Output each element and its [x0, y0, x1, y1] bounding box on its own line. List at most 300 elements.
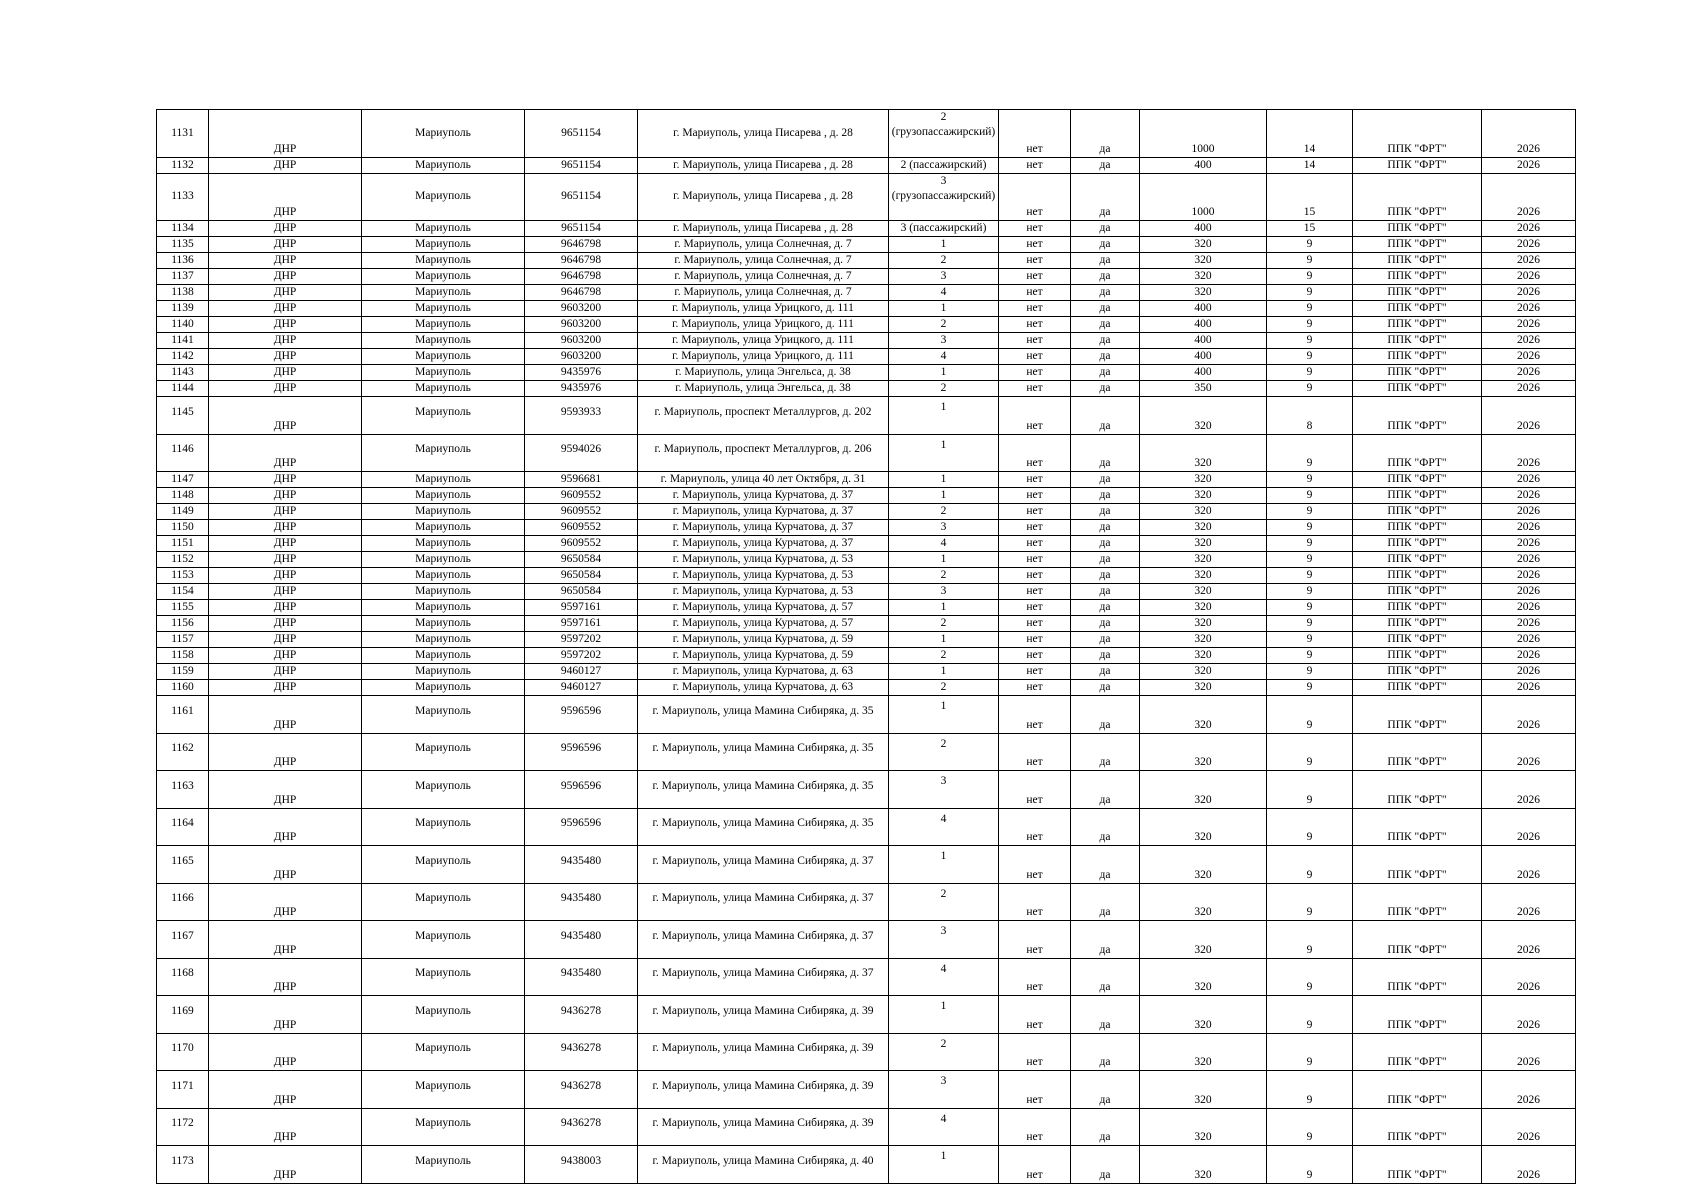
- building-code-cell: 9435480: [525, 846, 638, 884]
- elevator-number-cell: 1: [889, 397, 999, 435]
- table-row: [157, 285, 1576, 301]
- region-cell: ДНР: [209, 584, 362, 600]
- table-row: [157, 568, 1576, 584]
- building-code-cell: 9436278: [525, 1071, 638, 1109]
- building-code-cell: 9435976: [525, 381, 638, 397]
- city-cell: Мариуполь: [362, 1071, 525, 1109]
- city-cell: Мариуполь: [362, 921, 525, 959]
- region-cell: ДНР: [209, 381, 362, 397]
- flag-b-cell: да: [1071, 397, 1140, 435]
- row-number-cell: 1153: [157, 568, 209, 584]
- flag-a-cell: нет: [999, 504, 1071, 520]
- stops-cell: 9: [1267, 520, 1353, 536]
- building-code-cell: 9435480: [525, 958, 638, 996]
- year-cell: 2026: [1482, 600, 1576, 616]
- elevator-number-cell: 3: [889, 333, 999, 349]
- flag-a-cell: нет: [999, 365, 1071, 381]
- address-cell: г. Мариуполь, улица Мамина Сибиряка, д. 37: [638, 921, 889, 959]
- city-cell: Мариуполь: [362, 301, 525, 317]
- stops-cell: 14: [1267, 110, 1353, 158]
- organization-cell: ППК "ФРТ": [1353, 1033, 1482, 1071]
- region-cell: ДНР: [209, 173, 362, 221]
- address-cell: г. Мариуполь, улица Урицкого, д. 111: [638, 333, 889, 349]
- year-cell: 2026: [1482, 110, 1576, 158]
- year-cell: 2026: [1482, 1071, 1576, 1109]
- elevator-number-cell: 1: [889, 434, 999, 472]
- region-cell: ДНР: [209, 536, 362, 552]
- flag-b-cell: да: [1071, 173, 1140, 221]
- stops-cell: 9: [1267, 1033, 1353, 1071]
- building-code-cell: 9646798: [525, 269, 638, 285]
- region-cell: ДНР: [209, 648, 362, 664]
- capacity-cell: 320: [1140, 1146, 1267, 1184]
- flag-b-cell: да: [1071, 648, 1140, 664]
- flag-b-cell: да: [1071, 921, 1140, 959]
- row-number-cell: 1165: [157, 846, 209, 884]
- row-number-cell: 1138: [157, 285, 209, 301]
- flag-a-cell: нет: [999, 1108, 1071, 1146]
- region-cell: ДНР: [209, 921, 362, 959]
- elevator-number-cell: 1: [889, 365, 999, 381]
- capacity-cell: 320: [1140, 237, 1267, 253]
- elevator-number-cell: 2: [889, 568, 999, 584]
- row-number-cell: 1139: [157, 301, 209, 317]
- city-cell: Мариуполь: [362, 680, 525, 696]
- building-code-cell: 9651154: [525, 110, 638, 158]
- table-row: [157, 349, 1576, 365]
- table-row: [157, 434, 1576, 472]
- flag-b-cell: да: [1071, 237, 1140, 253]
- year-cell: 2026: [1482, 397, 1576, 435]
- address-cell: г. Мариуполь, улица Энгельса, д. 38: [638, 365, 889, 381]
- organization-cell: ППК "ФРТ": [1353, 996, 1482, 1034]
- organization-cell: ППК "ФРТ": [1353, 301, 1482, 317]
- row-number-cell: 1142: [157, 349, 209, 365]
- capacity-cell: 320: [1140, 846, 1267, 884]
- table-row: [157, 333, 1576, 349]
- row-number-cell: 1171: [157, 1071, 209, 1109]
- city-cell: Мариуполь: [362, 269, 525, 285]
- flag-a-cell: нет: [999, 253, 1071, 269]
- flag-b-cell: да: [1071, 600, 1140, 616]
- organization-cell: ППК "ФРТ": [1353, 568, 1482, 584]
- capacity-cell: 320: [1140, 1071, 1267, 1109]
- elevator-number-cell: 1: [889, 600, 999, 616]
- organization-cell: ППК "ФРТ": [1353, 921, 1482, 959]
- stops-cell: 9: [1267, 365, 1353, 381]
- address-cell: г. Мариуполь, улица Солнечная, д. 7: [638, 253, 889, 269]
- address-cell: г. Мариуполь, улица Мамина Сибиряка, д. 40: [638, 1146, 889, 1184]
- flag-b-cell: да: [1071, 696, 1140, 734]
- table-row: [157, 110, 1576, 158]
- row-number-cell: 1157: [157, 632, 209, 648]
- stops-cell: 9: [1267, 285, 1353, 301]
- city-cell: Мариуполь: [362, 536, 525, 552]
- building-code-cell: 9609552: [525, 520, 638, 536]
- organization-cell: ППК "ФРТ": [1353, 696, 1482, 734]
- capacity-cell: 320: [1140, 958, 1267, 996]
- flag-b-cell: да: [1071, 958, 1140, 996]
- year-cell: 2026: [1482, 237, 1576, 253]
- capacity-cell: 320: [1140, 504, 1267, 520]
- flag-a-cell: нет: [999, 237, 1071, 253]
- flag-b-cell: да: [1071, 285, 1140, 301]
- organization-cell: ППК "ФРТ": [1353, 648, 1482, 664]
- year-cell: 2026: [1482, 173, 1576, 221]
- elevator-number-cell: 1: [889, 472, 999, 488]
- stops-cell: 9: [1267, 664, 1353, 680]
- building-code-cell: 9646798: [525, 253, 638, 269]
- elevator-number-cell: 2 (грузопассажирский): [889, 110, 999, 158]
- building-code-cell: 9650584: [525, 584, 638, 600]
- year-cell: 2026: [1482, 285, 1576, 301]
- flag-a-cell: нет: [999, 173, 1071, 221]
- organization-cell: ППК "ФРТ": [1353, 269, 1482, 285]
- year-cell: 2026: [1482, 568, 1576, 584]
- year-cell: 2026: [1482, 958, 1576, 996]
- table-row: [157, 552, 1576, 568]
- building-code-cell: 9460127: [525, 664, 638, 680]
- city-cell: Мариуполь: [362, 253, 525, 269]
- table-row: [157, 664, 1576, 680]
- address-cell: г. Мариуполь, улица Курчатова, д. 53: [638, 552, 889, 568]
- address-cell: г. Мариуполь, улица Курчатова, д. 63: [638, 680, 889, 696]
- address-cell: г. Мариуполь, улица Писарева , д. 28: [638, 110, 889, 158]
- capacity-cell: 400: [1140, 333, 1267, 349]
- flag-b-cell: да: [1071, 664, 1140, 680]
- building-code-cell: 9596596: [525, 696, 638, 734]
- stops-cell: 9: [1267, 733, 1353, 771]
- capacity-cell: 320: [1140, 600, 1267, 616]
- flag-b-cell: да: [1071, 301, 1140, 317]
- address-cell: г. Мариуполь, улица Мамина Сибиряка, д. 39: [638, 1108, 889, 1146]
- region-cell: ДНР: [209, 488, 362, 504]
- flag-b-cell: да: [1071, 349, 1140, 365]
- region-cell: ДНР: [209, 958, 362, 996]
- region-cell: ДНР: [209, 472, 362, 488]
- stops-cell: 8: [1267, 397, 1353, 435]
- organization-cell: ППК "ФРТ": [1353, 285, 1482, 301]
- capacity-cell: 320: [1140, 648, 1267, 664]
- flag-b-cell: да: [1071, 733, 1140, 771]
- address-cell: г. Мариуполь, проспект Металлургов, д. 202: [638, 397, 889, 435]
- flag-b-cell: да: [1071, 552, 1140, 568]
- building-code-cell: 9436278: [525, 1108, 638, 1146]
- region-cell: ДНР: [209, 504, 362, 520]
- city-cell: Мариуполь: [362, 397, 525, 435]
- building-code-cell: 9651154: [525, 173, 638, 221]
- row-number-cell: 1156: [157, 616, 209, 632]
- capacity-cell: 320: [1140, 520, 1267, 536]
- region-cell: ДНР: [209, 600, 362, 616]
- city-cell: Мариуполь: [362, 110, 525, 158]
- stops-cell: 9: [1267, 846, 1353, 884]
- table-row: [157, 921, 1576, 959]
- year-cell: 2026: [1482, 771, 1576, 809]
- address-cell: г. Мариуполь, улица Мамина Сибиряка, д. 35: [638, 771, 889, 809]
- organization-cell: ППК "ФРТ": [1353, 771, 1482, 809]
- table-row: [157, 808, 1576, 846]
- table-row: [157, 253, 1576, 269]
- table-row: [157, 237, 1576, 253]
- region-cell: ДНР: [209, 771, 362, 809]
- address-cell: г. Мариуполь, улица Мамина Сибиряка, д. 37: [638, 958, 889, 996]
- table-row: [157, 648, 1576, 664]
- row-number-cell: 1135: [157, 237, 209, 253]
- year-cell: 2026: [1482, 1108, 1576, 1146]
- year-cell: 2026: [1482, 696, 1576, 734]
- year-cell: 2026: [1482, 269, 1576, 285]
- region-cell: ДНР: [209, 269, 362, 285]
- stops-cell: 9: [1267, 958, 1353, 996]
- table-row: [157, 173, 1576, 221]
- flag-a-cell: нет: [999, 696, 1071, 734]
- flag-a-cell: нет: [999, 600, 1071, 616]
- capacity-cell: 320: [1140, 808, 1267, 846]
- table-row: [157, 221, 1576, 237]
- capacity-cell: 320: [1140, 1108, 1267, 1146]
- flag-b-cell: да: [1071, 536, 1140, 552]
- flag-b-cell: да: [1071, 269, 1140, 285]
- table-row: [157, 520, 1576, 536]
- table-row: [157, 958, 1576, 996]
- row-number-cell: 1133: [157, 173, 209, 221]
- row-number-cell: 1172: [157, 1108, 209, 1146]
- table-row: [157, 846, 1576, 884]
- region-cell: ДНР: [209, 1033, 362, 1071]
- capacity-cell: 320: [1140, 568, 1267, 584]
- stops-cell: 15: [1267, 173, 1353, 221]
- year-cell: 2026: [1482, 472, 1576, 488]
- row-number-cell: 1154: [157, 584, 209, 600]
- flag-a-cell: нет: [999, 488, 1071, 504]
- region-cell: ДНР: [209, 664, 362, 680]
- building-code-cell: 9609552: [525, 536, 638, 552]
- organization-cell: ППК "ФРТ": [1353, 733, 1482, 771]
- elevator-number-cell: 2: [889, 680, 999, 696]
- flag-a-cell: нет: [999, 616, 1071, 632]
- organization-cell: ППК "ФРТ": [1353, 1108, 1482, 1146]
- row-number-cell: 1159: [157, 664, 209, 680]
- year-cell: 2026: [1482, 921, 1576, 959]
- capacity-cell: 1000: [1140, 110, 1267, 158]
- address-cell: г. Мариуполь, улица Курчатова, д. 37: [638, 504, 889, 520]
- flag-b-cell: да: [1071, 221, 1140, 237]
- city-cell: Мариуполь: [362, 664, 525, 680]
- city-cell: Мариуполь: [362, 381, 525, 397]
- stops-cell: 9: [1267, 1071, 1353, 1109]
- flag-a-cell: нет: [999, 110, 1071, 158]
- organization-cell: ППК "ФРТ": [1353, 504, 1482, 520]
- building-code-cell: 9435480: [525, 921, 638, 959]
- city-cell: Мариуполь: [362, 568, 525, 584]
- elevator-number-cell: 2: [889, 317, 999, 333]
- flag-b-cell: да: [1071, 157, 1140, 173]
- organization-cell: ППК "ФРТ": [1353, 846, 1482, 884]
- address-cell: г. Мариуполь, улица Мамина Сибиряка, д. 37: [638, 883, 889, 921]
- table-row: [157, 1071, 1576, 1109]
- flag-b-cell: да: [1071, 846, 1140, 884]
- region-cell: ДНР: [209, 157, 362, 173]
- city-cell: Мариуполь: [362, 733, 525, 771]
- stops-cell: 9: [1267, 381, 1353, 397]
- organization-cell: ППК "ФРТ": [1353, 381, 1482, 397]
- address-cell: г. Мариуполь, улица Урицкого, д. 111: [638, 349, 889, 365]
- stops-cell: 9: [1267, 552, 1353, 568]
- region-cell: ДНР: [209, 883, 362, 921]
- region-cell: ДНР: [209, 696, 362, 734]
- elevator-number-cell: 2: [889, 733, 999, 771]
- capacity-cell: 320: [1140, 696, 1267, 734]
- flag-a-cell: нет: [999, 520, 1071, 536]
- flag-b-cell: да: [1071, 1146, 1140, 1184]
- year-cell: 2026: [1482, 333, 1576, 349]
- elevator-number-cell: 1: [889, 846, 999, 884]
- elevator-number-cell: 3: [889, 921, 999, 959]
- stops-cell: 9: [1267, 996, 1353, 1034]
- year-cell: 2026: [1482, 616, 1576, 632]
- flag-b-cell: да: [1071, 632, 1140, 648]
- table-row: [157, 472, 1576, 488]
- stops-cell: 9: [1267, 921, 1353, 959]
- row-number-cell: 1145: [157, 397, 209, 435]
- year-cell: 2026: [1482, 520, 1576, 536]
- capacity-cell: 320: [1140, 921, 1267, 959]
- flag-a-cell: нет: [999, 584, 1071, 600]
- city-cell: Мариуполь: [362, 365, 525, 381]
- flag-a-cell: нет: [999, 664, 1071, 680]
- organization-cell: ППК "ФРТ": [1353, 536, 1482, 552]
- flag-a-cell: нет: [999, 1146, 1071, 1184]
- table-row: [157, 504, 1576, 520]
- organization-cell: ППК "ФРТ": [1353, 632, 1482, 648]
- year-cell: 2026: [1482, 632, 1576, 648]
- flag-a-cell: нет: [999, 1071, 1071, 1109]
- city-cell: Мариуполь: [362, 996, 525, 1034]
- region-cell: ДНР: [209, 434, 362, 472]
- elevator-number-cell: 1: [889, 996, 999, 1034]
- region-cell: ДНР: [209, 397, 362, 435]
- elevator-number-cell: 1: [889, 664, 999, 680]
- city-cell: Мариуполь: [362, 472, 525, 488]
- flag-b-cell: да: [1071, 616, 1140, 632]
- city-cell: Мариуполь: [362, 157, 525, 173]
- capacity-cell: 320: [1140, 632, 1267, 648]
- flag-b-cell: да: [1071, 365, 1140, 381]
- row-number-cell: 1166: [157, 883, 209, 921]
- organization-cell: ППК "ФРТ": [1353, 157, 1482, 173]
- table-row: [157, 1108, 1576, 1146]
- flag-a-cell: нет: [999, 301, 1071, 317]
- region-cell: ДНР: [209, 253, 362, 269]
- table-row: [157, 488, 1576, 504]
- elevator-number-cell: 1: [889, 552, 999, 568]
- region-cell: ДНР: [209, 733, 362, 771]
- organization-cell: ППК "ФРТ": [1353, 333, 1482, 349]
- city-cell: Мариуполь: [362, 173, 525, 221]
- capacity-cell: 350: [1140, 381, 1267, 397]
- capacity-cell: 320: [1140, 434, 1267, 472]
- building-code-cell: 9646798: [525, 237, 638, 253]
- table-row: [157, 680, 1576, 696]
- elevator-number-cell: 4: [889, 536, 999, 552]
- capacity-cell: 400: [1140, 317, 1267, 333]
- city-cell: Мариуполь: [362, 958, 525, 996]
- address-cell: г. Мариуполь, улица Писарева , д. 28: [638, 221, 889, 237]
- year-cell: 2026: [1482, 1146, 1576, 1184]
- registry-table: [156, 109, 1576, 1184]
- stops-cell: 9: [1267, 680, 1353, 696]
- address-cell: г. Мариуполь, улица Мамина Сибиряка, д. 39: [638, 1071, 889, 1109]
- row-number-cell: 1155: [157, 600, 209, 616]
- year-cell: 2026: [1482, 504, 1576, 520]
- table-row: [157, 397, 1576, 435]
- organization-cell: ППК "ФРТ": [1353, 365, 1482, 381]
- flag-a-cell: нет: [999, 472, 1071, 488]
- city-cell: Мариуполь: [362, 520, 525, 536]
- row-number-cell: 1140: [157, 317, 209, 333]
- address-cell: г. Мариуполь, улица Курчатова, д. 57: [638, 600, 889, 616]
- flag-a-cell: нет: [999, 536, 1071, 552]
- flag-a-cell: нет: [999, 632, 1071, 648]
- elevator-number-cell: 4: [889, 349, 999, 365]
- row-number-cell: 1149: [157, 504, 209, 520]
- building-code-cell: 9603200: [525, 349, 638, 365]
- table-row: [157, 381, 1576, 397]
- row-number-cell: 1137: [157, 269, 209, 285]
- elevator-number-cell: 4: [889, 285, 999, 301]
- capacity-cell: 320: [1140, 536, 1267, 552]
- building-code-cell: 9596596: [525, 808, 638, 846]
- row-number-cell: 1164: [157, 808, 209, 846]
- elevator-number-cell: 2: [889, 381, 999, 397]
- address-cell: г. Мариуполь, улица Мамина Сибиряка, д. 35: [638, 696, 889, 734]
- building-code-cell: 9650584: [525, 568, 638, 584]
- row-number-cell: 1169: [157, 996, 209, 1034]
- capacity-cell: 320: [1140, 552, 1267, 568]
- organization-cell: ППК "ФРТ": [1353, 600, 1482, 616]
- elevator-number-cell: 3: [889, 269, 999, 285]
- organization-cell: ППК "ФРТ": [1353, 808, 1482, 846]
- organization-cell: ППК "ФРТ": [1353, 552, 1482, 568]
- row-number-cell: 1170: [157, 1033, 209, 1071]
- region-cell: ДНР: [209, 317, 362, 333]
- capacity-cell: 320: [1140, 733, 1267, 771]
- table-row: [157, 1033, 1576, 1071]
- stops-cell: 9: [1267, 434, 1353, 472]
- row-number-cell: 1136: [157, 253, 209, 269]
- elevator-number-cell: 3 (пассажирский): [889, 221, 999, 237]
- elevator-number-cell: 3: [889, 771, 999, 809]
- year-cell: 2026: [1482, 317, 1576, 333]
- flag-b-cell: да: [1071, 110, 1140, 158]
- city-cell: Мариуполь: [362, 883, 525, 921]
- flag-a-cell: нет: [999, 958, 1071, 996]
- row-number-cell: 1163: [157, 771, 209, 809]
- city-cell: Мариуполь: [362, 1108, 525, 1146]
- address-cell: г. Мариуполь, улица Курчатова, д. 37: [638, 488, 889, 504]
- stops-cell: 9: [1267, 1108, 1353, 1146]
- capacity-cell: 320: [1140, 584, 1267, 600]
- row-number-cell: 1161: [157, 696, 209, 734]
- row-number-cell: 1152: [157, 552, 209, 568]
- building-code-cell: 9597202: [525, 648, 638, 664]
- table-row: [157, 1146, 1576, 1184]
- row-number-cell: 1158: [157, 648, 209, 664]
- region-cell: ДНР: [209, 1108, 362, 1146]
- elevator-number-cell: 2: [889, 883, 999, 921]
- flag-b-cell: да: [1071, 504, 1140, 520]
